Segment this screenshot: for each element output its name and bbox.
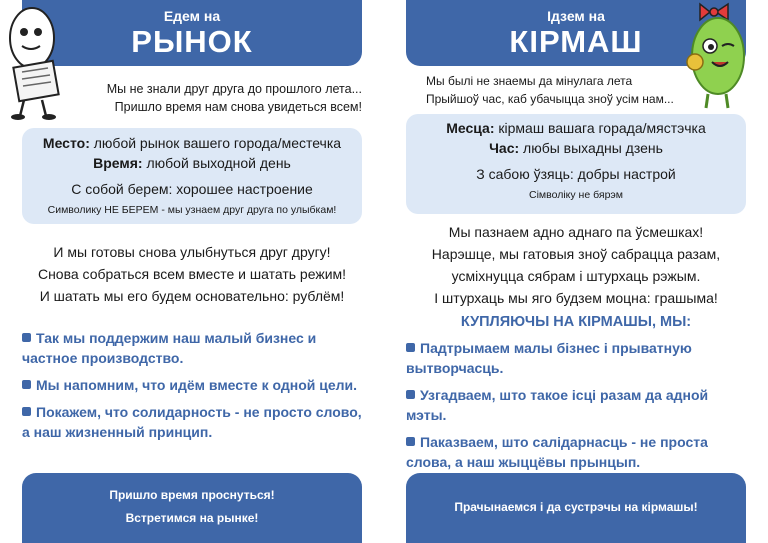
right-intro-line-2: Прыйшоў час, каб убачыцца зноў усім нам...: [426, 92, 674, 106]
left-bullet-list: [22, 328, 367, 449]
right-bullet-list: [406, 338, 751, 479]
right-place-value: кірмаш вашага горада/мястэчка: [498, 120, 706, 136]
left-time-line: [22, 155, 362, 171]
left-footer: [22, 473, 362, 543]
right-time-value: любы выхадны дзень: [523, 140, 663, 156]
right-section-title: КУПЛЯЮЧЫ НА КІРМАШЫ, МЫ:: [460, 314, 692, 330]
left-place-label: Место:: [42, 135, 90, 151]
left-place-line: [22, 135, 362, 151]
left-intro-line-1: Мы не знали друг друга до прошлого лета...: [106, 82, 362, 96]
left-footer-line-2: Встретимся на рынке!: [125, 511, 259, 525]
list-item: Паказваем, што салідарнасць - не проста слова, а наш жыццёвы прынцып.: [406, 434, 708, 470]
list-item: Падтрымаем малы бізнес і прыватную вытворчасць.: [406, 340, 692, 376]
right-time-label: Час:: [489, 140, 520, 156]
left-bring-line: С собой берем: хорошее настроение: [71, 181, 313, 197]
right-footer: [406, 473, 746, 543]
right-footer-line-1: Прачынаемся і да сустрэчы на кірмашы!: [454, 500, 698, 514]
list-item: Мы напомним, что идём вместе к одной цели.: [22, 375, 367, 395]
right-header-small: Ідзем на: [547, 8, 605, 24]
right-symbols-line: Сімволіку не бярэм: [529, 189, 623, 201]
egg-mascot-icon: [2, 4, 74, 122]
russian-flyer: [22, 0, 362, 543]
left-motto-line-2: Снова собраться всем вместе и шатать режим!: [37, 266, 347, 282]
left-footer-line-1: Пришло время проснуться!: [109, 488, 275, 502]
list-item: Так мы поддержим наш малый бизнес и частное производство.: [22, 330, 317, 366]
right-motto-line-3: усміхнуцца сябрам і штурхаць рэжым.: [451, 268, 701, 284]
left-place-value: любой рынок вашего города/местечка: [93, 135, 342, 151]
left-info-box: [22, 128, 362, 224]
bullet-square-icon: [406, 343, 415, 352]
left-intro-line-2: Пришло время нам снова увидеться всем!: [114, 100, 362, 114]
left-header-title: РЫНОК: [131, 24, 253, 59]
list-item: Покажем, что солидарность - не просто слово, а наш жизненный принцип.: [22, 404, 362, 440]
left-motto: [22, 241, 362, 307]
belarusian-flyer: [406, 0, 746, 543]
left-symbols-line: Символику НЕ БЕРЕМ - мы узнаем друг друга по улыбкам!: [47, 204, 337, 216]
right-place-label: Месца:: [446, 120, 495, 136]
bullet-square-icon: [406, 390, 415, 399]
right-info-box: [406, 114, 746, 214]
list-item: Узгадваем, што такое ісці разам да адной мэты.: [406, 387, 709, 423]
right-place-line: [406, 120, 746, 136]
left-intro: [72, 80, 362, 116]
right-intro: [426, 72, 726, 108]
right-motto: [406, 221, 746, 309]
right-time-line: [406, 140, 746, 156]
bullet-square-icon: [406, 437, 415, 446]
right-motto-line-1: Мы пазнаем адно аднаго па ўсмешках!: [448, 224, 704, 240]
left-motto-line-1: И мы готовы снова улыбнуться друг другу!: [53, 244, 331, 260]
right-intro-line-1: Мы былі не знаемы да мінулага лета: [426, 74, 633, 88]
right-motto-line-2: Нарэшце, мы гатовыя зноў сабрацца разам,: [431, 246, 721, 262]
bullet-square-icon: [22, 380, 31, 389]
left-header-small: Едем на: [163, 8, 221, 24]
bullet-square-icon: [22, 333, 31, 342]
right-motto-line-4: І штурхаць мы яго будзем моцна: грашыма!: [434, 290, 718, 306]
bullet-square-icon: [22, 407, 31, 416]
right-header-title: КІРМАШ: [509, 24, 643, 59]
left-time-label: Время:: [93, 155, 143, 171]
left-time-value: любой выходной день: [146, 155, 291, 171]
right-bring-line: З сабою ўзяць: добры настрой: [476, 166, 676, 182]
left-motto-line-3: И шатать мы его будем основательно: рублём!: [39, 288, 345, 304]
